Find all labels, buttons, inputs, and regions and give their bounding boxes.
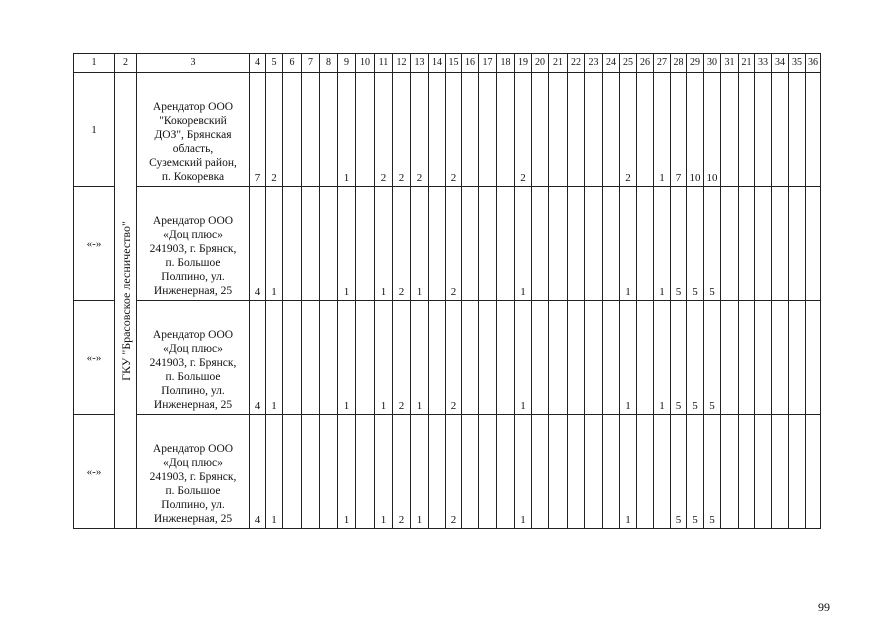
description-line: Арендатор ООО	[152, 101, 234, 113]
value-cell	[739, 415, 755, 529]
value-cell	[532, 187, 549, 301]
description-line: Суземский район,	[149, 157, 237, 169]
value-cell	[497, 301, 515, 415]
value-cell	[739, 187, 755, 301]
value-cell	[462, 301, 479, 415]
value-cell: 2	[446, 301, 462, 415]
value-cell: 5	[671, 187, 687, 301]
column-header: 15	[446, 54, 462, 73]
value-cell	[585, 73, 603, 187]
value-cell: 1	[620, 415, 637, 529]
tenant-description	[137, 301, 250, 415]
description-line: Инженерная, 25	[153, 285, 233, 297]
column-header: 36	[806, 54, 821, 73]
value-cell: 2	[393, 73, 411, 187]
value-cell: 2	[266, 73, 283, 187]
table-row	[74, 187, 821, 301]
value-cell	[789, 415, 806, 529]
value-cell: 5	[671, 301, 687, 415]
column-header: 30	[704, 54, 721, 73]
description-line: Полпино, ул.	[161, 499, 225, 511]
header-row	[74, 54, 821, 73]
value-cell	[429, 73, 446, 187]
column-header: 20	[532, 54, 549, 73]
column-header: 29	[687, 54, 704, 73]
value-cell	[585, 301, 603, 415]
value-cell: 1	[338, 301, 356, 415]
value-cell	[320, 73, 338, 187]
value-cell: 5	[704, 187, 721, 301]
value-cell: 2	[620, 73, 637, 187]
column-header: 16	[462, 54, 479, 73]
row-number: «-»	[74, 415, 115, 529]
value-cell	[772, 301, 789, 415]
value-cell: 5	[704, 415, 721, 529]
column-header: 24	[603, 54, 620, 73]
column-header: 12	[393, 54, 411, 73]
value-cell: 1	[266, 187, 283, 301]
value-cell	[739, 301, 755, 415]
row-number: «-»	[74, 187, 115, 301]
value-cell: 4	[250, 415, 266, 529]
value-cell	[568, 301, 585, 415]
description-line: «Доц плюс»	[163, 457, 223, 469]
value-cell	[721, 187, 739, 301]
description-line: область,	[172, 143, 214, 155]
tenant-description	[137, 73, 250, 187]
value-cell: 1	[515, 301, 532, 415]
description-line: «Доц плюс»	[163, 229, 223, 241]
value-cell	[302, 415, 320, 529]
description-line: 241903, г. Брянск,	[149, 243, 237, 255]
value-cell: 5	[687, 415, 704, 529]
value-cell	[721, 73, 739, 187]
value-cell: 1	[375, 187, 393, 301]
column-header: 17	[479, 54, 497, 73]
value-cell: 2	[411, 73, 429, 187]
value-cell	[479, 301, 497, 415]
value-cell	[568, 187, 585, 301]
description-line: 241903, г. Брянск,	[149, 357, 237, 369]
column-header: 7	[302, 54, 320, 73]
value-cell	[320, 415, 338, 529]
value-cell: 2	[393, 301, 411, 415]
value-cell	[739, 73, 755, 187]
value-cell	[806, 187, 821, 301]
value-cell: 10	[704, 73, 721, 187]
value-cell	[755, 415, 772, 529]
value-cell	[479, 73, 497, 187]
column-header: 6	[283, 54, 302, 73]
value-cell: 1	[515, 415, 532, 529]
value-cell	[772, 415, 789, 529]
value-cell	[549, 73, 568, 187]
value-cell: 1	[411, 415, 429, 529]
value-cell	[283, 73, 302, 187]
value-cell	[603, 187, 620, 301]
value-cell: 1	[654, 187, 671, 301]
column-header: 19	[515, 54, 532, 73]
value-cell	[755, 187, 772, 301]
value-cell: 5	[687, 301, 704, 415]
value-cell	[806, 415, 821, 529]
value-cell	[462, 73, 479, 187]
value-cell	[772, 73, 789, 187]
description-line: п. Кокоревка	[161, 171, 225, 183]
column-header: 2	[115, 54, 137, 73]
value-cell	[497, 73, 515, 187]
description-line: п. Большое	[165, 257, 221, 269]
value-cell: 1	[411, 187, 429, 301]
value-cell	[772, 187, 789, 301]
organization-name: ГКУ "Брасовское лесничество"	[118, 220, 133, 381]
value-cell: 1	[411, 301, 429, 415]
value-cell: 5	[687, 187, 704, 301]
description-line: Арендатор ООО	[152, 443, 234, 455]
value-cell	[637, 415, 654, 529]
value-cell	[755, 73, 772, 187]
column-header: 4	[250, 54, 266, 73]
value-cell	[356, 415, 375, 529]
value-cell: 2	[446, 73, 462, 187]
value-cell	[654, 415, 671, 529]
column-header: 25	[620, 54, 637, 73]
column-header: 34	[772, 54, 789, 73]
description-line: "Кокоревский	[159, 115, 227, 127]
table-row	[74, 73, 821, 187]
table-row	[74, 301, 821, 415]
value-cell	[283, 301, 302, 415]
column-header: 28	[671, 54, 687, 73]
value-cell: 2	[446, 187, 462, 301]
description-line: ДОЗ", Брянская	[154, 129, 232, 141]
column-header: 27	[654, 54, 671, 73]
column-header: 21	[739, 54, 755, 73]
table-row	[74, 415, 821, 529]
value-cell: 1	[266, 301, 283, 415]
column-header: 8	[320, 54, 338, 73]
value-cell	[549, 415, 568, 529]
column-header: 22	[568, 54, 585, 73]
value-cell	[585, 415, 603, 529]
column-header: 3	[137, 54, 250, 73]
description-line: Инженерная, 25	[153, 399, 233, 411]
value-cell: 1	[266, 415, 283, 529]
value-cell	[320, 187, 338, 301]
value-cell	[497, 415, 515, 529]
value-cell	[603, 301, 620, 415]
page-number: 99	[818, 600, 830, 614]
column-header: 14	[429, 54, 446, 73]
value-cell	[532, 415, 549, 529]
value-cell	[568, 415, 585, 529]
value-cell	[549, 301, 568, 415]
column-header: 23	[585, 54, 603, 73]
value-cell: 1	[654, 73, 671, 187]
value-cell	[637, 301, 654, 415]
value-cell	[585, 187, 603, 301]
value-cell: 2	[375, 73, 393, 187]
value-cell: 7	[671, 73, 687, 187]
description-line: п. Большое	[165, 485, 221, 497]
value-cell	[568, 73, 585, 187]
value-cell	[320, 301, 338, 415]
value-cell	[789, 301, 806, 415]
value-cell	[356, 73, 375, 187]
value-cell: 1	[375, 301, 393, 415]
data-table	[73, 53, 821, 529]
description-line: Арендатор ООО	[152, 329, 234, 341]
column-header: 31	[721, 54, 739, 73]
value-cell: 1	[515, 187, 532, 301]
value-cell	[356, 301, 375, 415]
value-cell: 5	[704, 301, 721, 415]
description-line: 241903, г. Брянск,	[149, 471, 237, 483]
value-cell	[283, 187, 302, 301]
value-cell	[637, 73, 654, 187]
value-cell: 2	[446, 415, 462, 529]
value-cell: 1	[375, 415, 393, 529]
value-cell	[356, 187, 375, 301]
value-cell: 10	[687, 73, 704, 187]
value-cell	[302, 301, 320, 415]
value-cell	[789, 73, 806, 187]
value-cell	[637, 187, 654, 301]
row-number: 1	[74, 73, 115, 187]
value-cell	[532, 73, 549, 187]
column-header: 11	[375, 54, 393, 73]
value-cell: 1	[338, 187, 356, 301]
value-cell	[429, 301, 446, 415]
value-cell	[603, 415, 620, 529]
organization-cell	[115, 73, 137, 529]
column-header: 33	[755, 54, 772, 73]
value-cell	[603, 73, 620, 187]
description-line: Полпино, ул.	[161, 385, 225, 397]
value-cell	[497, 187, 515, 301]
column-header: 5	[266, 54, 283, 73]
column-header: 26	[637, 54, 654, 73]
description-line: Инженерная, 25	[153, 513, 233, 525]
value-cell	[755, 301, 772, 415]
value-cell: 1	[338, 73, 356, 187]
value-cell	[549, 187, 568, 301]
value-cell	[532, 301, 549, 415]
value-cell	[302, 73, 320, 187]
value-cell: 1	[620, 301, 637, 415]
description-line: п. Большое	[165, 371, 221, 383]
value-cell	[462, 187, 479, 301]
column-header: 35	[789, 54, 806, 73]
value-cell	[302, 187, 320, 301]
tenant-description	[137, 187, 250, 301]
column-header: 18	[497, 54, 515, 73]
value-cell: 4	[250, 187, 266, 301]
column-header: 1	[74, 54, 115, 73]
value-cell	[806, 301, 821, 415]
value-cell: 5	[671, 415, 687, 529]
column-header: 10	[356, 54, 375, 73]
value-cell: 1	[338, 415, 356, 529]
value-cell	[429, 187, 446, 301]
value-cell: 4	[250, 301, 266, 415]
column-header: 9	[338, 54, 356, 73]
column-header: 13	[411, 54, 429, 73]
value-cell	[429, 415, 446, 529]
value-cell	[721, 301, 739, 415]
value-cell	[789, 187, 806, 301]
description-line: Арендатор ООО	[152, 215, 234, 227]
value-cell: 2	[393, 415, 411, 529]
value-cell	[806, 73, 821, 187]
value-cell	[283, 415, 302, 529]
value-cell	[479, 415, 497, 529]
value-cell: 1	[654, 301, 671, 415]
value-cell: 1	[620, 187, 637, 301]
value-cell	[462, 415, 479, 529]
tenant-description	[137, 415, 250, 529]
value-cell	[721, 415, 739, 529]
value-cell: 2	[393, 187, 411, 301]
value-cell: 2	[515, 73, 532, 187]
value-cell: 7	[250, 73, 266, 187]
value-cell	[479, 187, 497, 301]
description-line: Полпино, ул.	[161, 271, 225, 283]
column-header: 21	[549, 54, 568, 73]
description-line: «Доц плюс»	[163, 343, 223, 355]
row-number: «-»	[74, 301, 115, 415]
